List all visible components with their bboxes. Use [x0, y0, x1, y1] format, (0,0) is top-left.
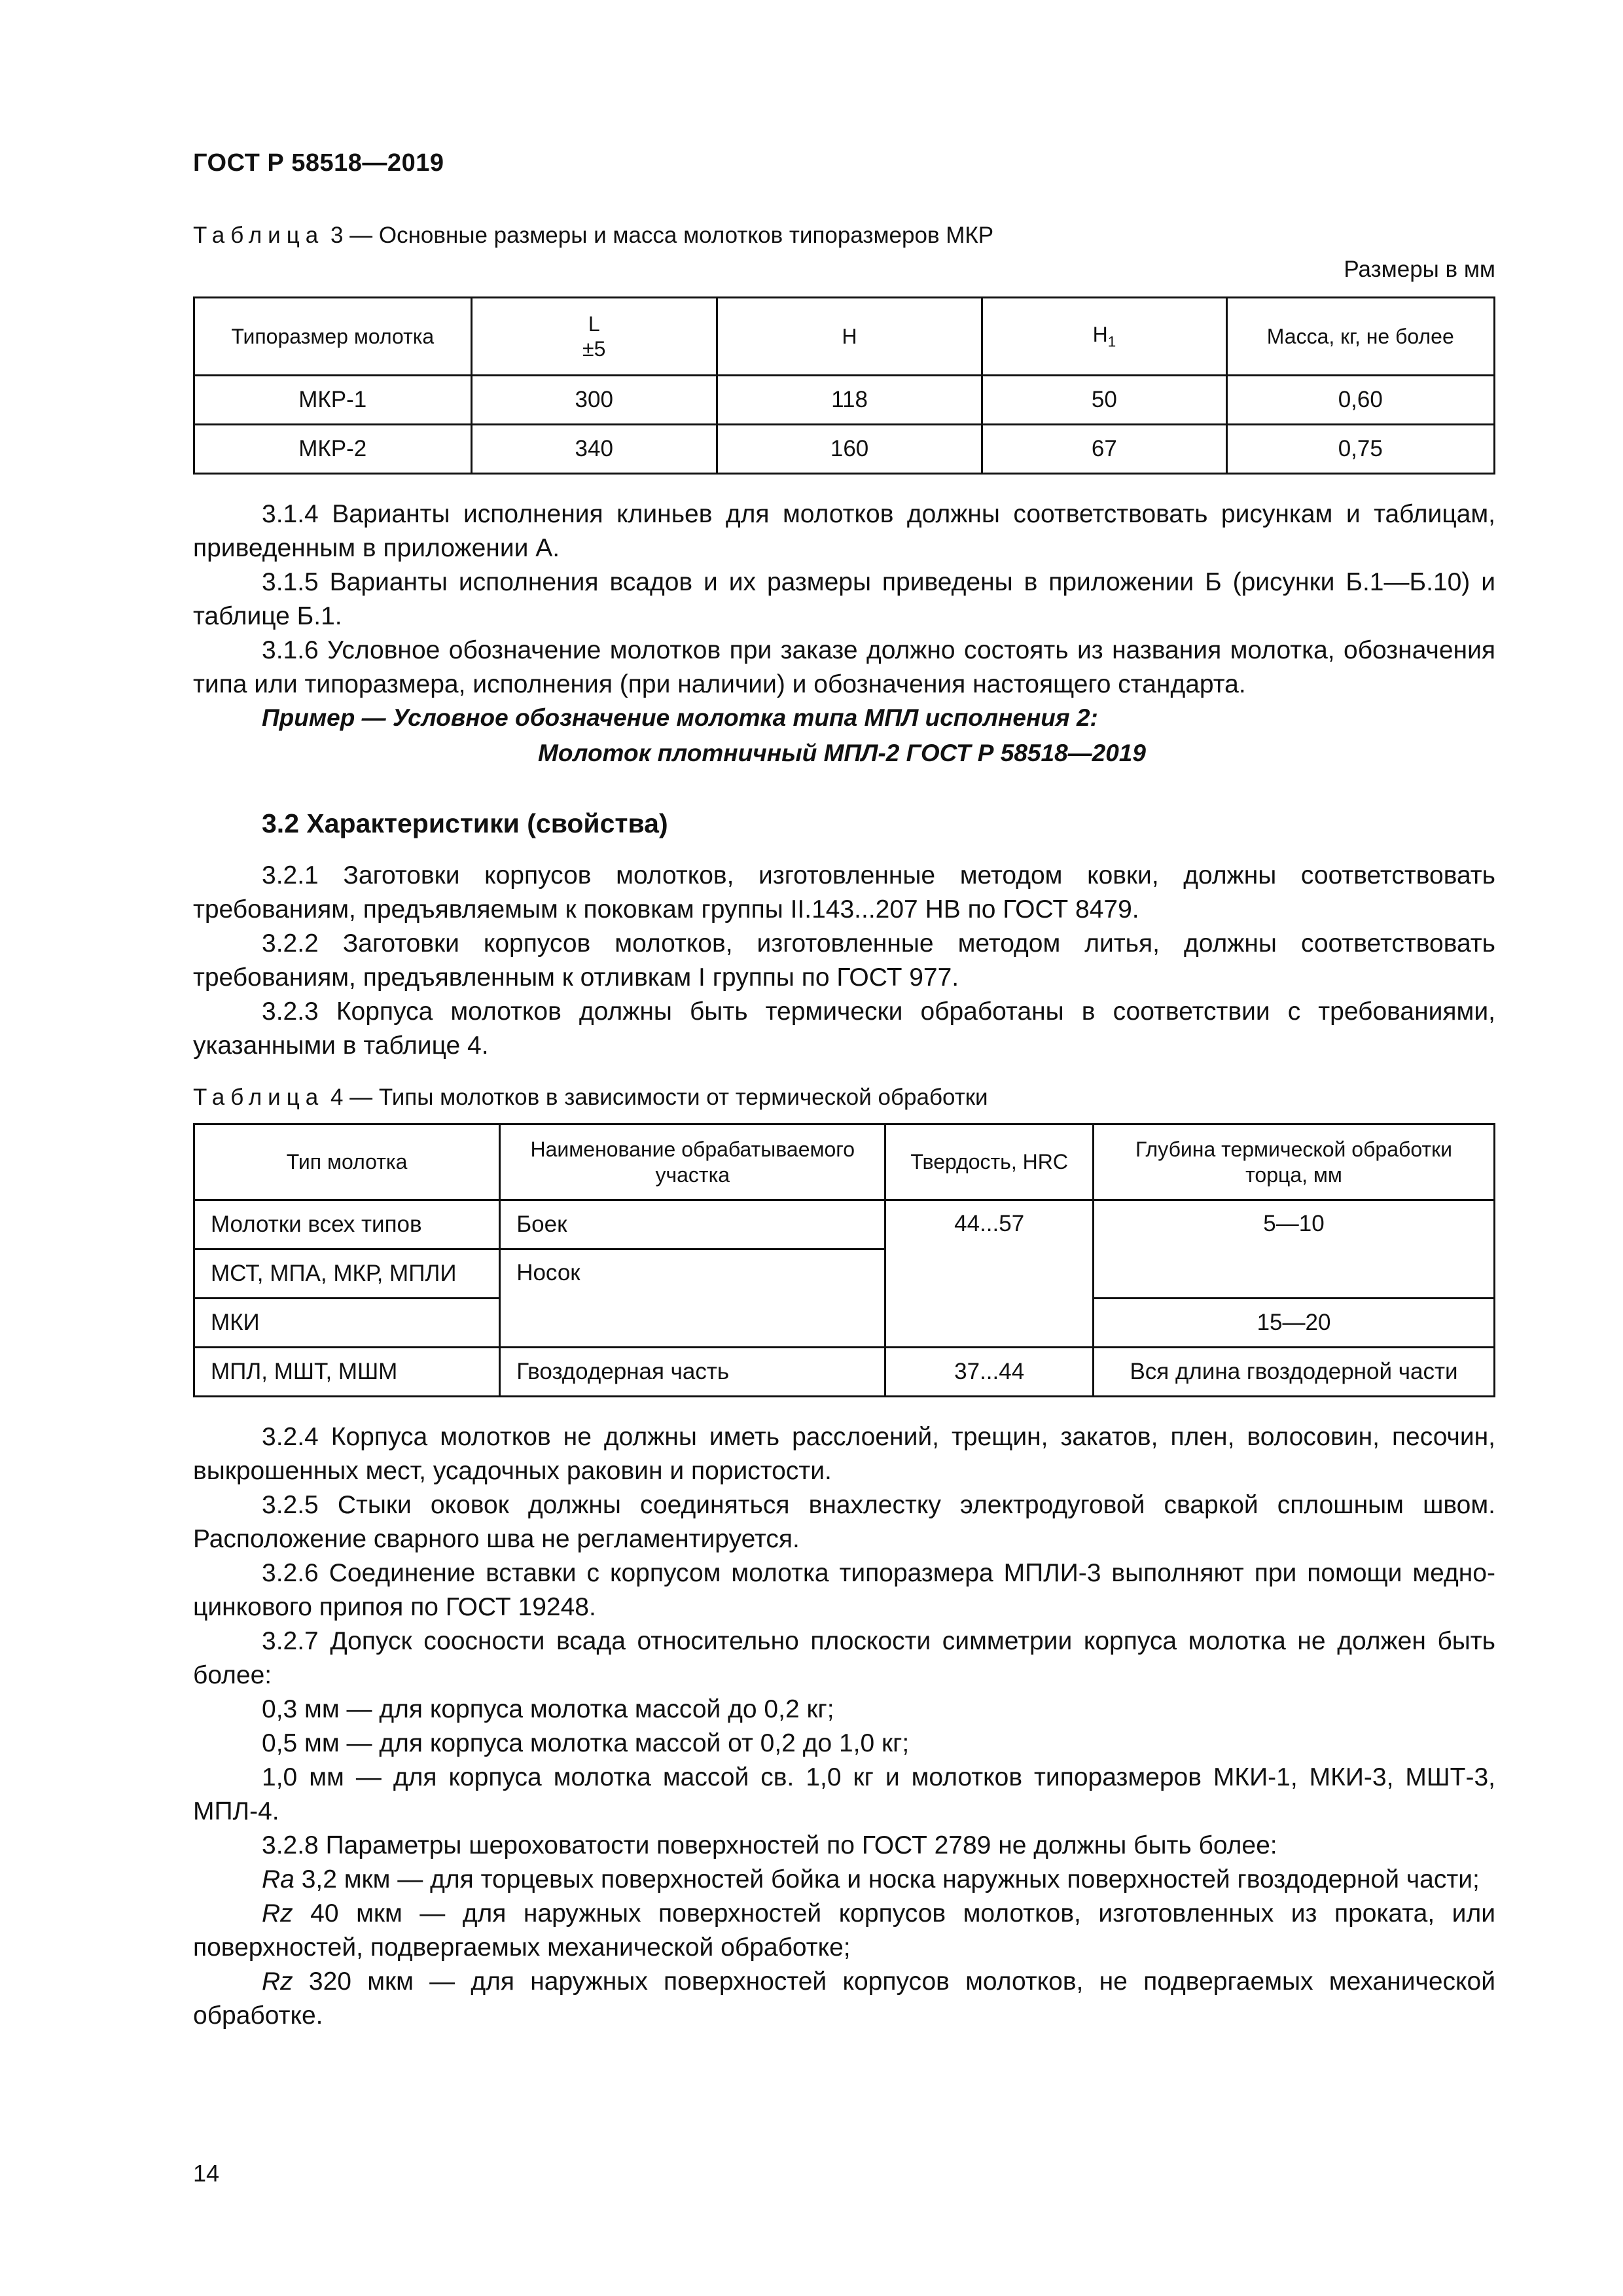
example-line-2: Молоток плотничный МПЛ-2 ГОСТ Р 58518—2019: [538, 740, 1146, 766]
table-cell: МПЛ, МШТ, МШМ: [194, 1348, 500, 1397]
tolerance-item-3: 1,0 мм — для корпуса молотка массой св. 1,0 кг и молотков типоразмеров МКИ-1, МКИ-3, МШТ-3, МПЛ-4.: [193, 1763, 1495, 1825]
table-cell: 160: [717, 425, 982, 474]
table-cell: 37...44: [885, 1348, 1094, 1397]
paragraph-3-2-1: 3.2.1 Заготовки корпусов молотков, изготовленные методом ковки, должны соответствовать требованиям, предъявляемым к поковкам группы II.143...207 НВ по ГОСТ 8479.: [193, 861, 1495, 924]
table4-caption-text: 4 — Типы молотков в зависимости от термической обработки: [324, 1085, 988, 1110]
table4-header-row: [194, 1124, 1495, 1200]
rz40-text: 40 мкм — для наружных поверхностей корпусов молотков, изготовленных из проката, или поверхностей, подвергаемых механической обработке;: [193, 1899, 1495, 1962]
table-cell: Носок: [500, 1249, 885, 1348]
table-cell: 0,75: [1226, 425, 1494, 474]
table-cell: 340: [471, 425, 717, 474]
table-cell: Гвоздодерная часть: [500, 1348, 885, 1397]
rz-symbol: Rz: [262, 1967, 293, 1996]
header-h1: H: [1092, 322, 1108, 346]
rz-symbol: Rz: [262, 1899, 293, 1928]
tolerance-item-2: 0,5 мм — для корпуса молотка массой от 0,2 до 1,0 кг;: [262, 1729, 910, 1757]
ra-text: 3,2 мкм — для торцевых поверхностей бойка и носка наружных поверхностей гвоздодерной части;: [294, 1865, 1480, 1893]
table4-caption: [193, 1085, 988, 1111]
table-cell: 67: [982, 425, 1226, 474]
page-number: 14: [193, 2160, 220, 2187]
table4-header-area: Наименование обрабатываемого участка: [500, 1124, 885, 1200]
table4-header-depth: Глубина термической обработки торца, мм: [1094, 1124, 1495, 1200]
paragraph-3-2-8: 3.2.8 Параметры шероховатости поверхностей по ГОСТ 2789 не должны быть более:: [262, 1831, 1277, 1859]
table3-header-size: Типоразмер молотка: [194, 298, 472, 376]
table-cell: 50: [982, 376, 1226, 425]
table4: [193, 1123, 1495, 1397]
paragraphs-3-2a: [193, 859, 1495, 1063]
table-cell: 44...57: [885, 1200, 1094, 1348]
table3-header-length: [471, 298, 717, 376]
table3-caption-prefix: Таблица: [193, 223, 325, 248]
table-cell: МКР-2: [194, 425, 472, 474]
roughness-rz-320: [193, 1965, 1495, 2033]
table3-caption: [193, 223, 993, 249]
ra-symbol: Ra: [262, 1865, 294, 1893]
table4-header-type: Тип молотка: [194, 1124, 500, 1200]
table-cell: МКР-1: [194, 376, 472, 425]
section-heading-3-2: 3.2 Характеристики (свойства): [262, 808, 668, 838]
table4-header-hardness: Твердость, HRC: [885, 1124, 1094, 1200]
header-l: L: [588, 312, 600, 336]
header-h1-sub: 1: [1107, 333, 1116, 350]
table-cell: Вся длина гвоздодерной части: [1094, 1348, 1495, 1397]
table3-header-height1: [982, 298, 1226, 376]
paragraphs-3-1: [193, 497, 1495, 702]
table3-header-mass: Масса, кг, не более: [1226, 298, 1494, 376]
table-cell: МКИ: [194, 1299, 500, 1348]
example-line-1: Пример — Условное обозначение молотка типа МПЛ исполнения 2:: [262, 704, 1098, 731]
table3: [193, 296, 1495, 475]
table3-units: Размеры в мм: [1344, 257, 1495, 282]
table-cell: 300: [471, 376, 717, 425]
table4-caption-prefix: Таблица: [193, 1085, 325, 1110]
table3-caption-text: 3 — Основные размеры и масса молотков типоразмеров МКР: [324, 223, 994, 248]
table3-header-row: [194, 298, 1495, 376]
table-cell: 0,60: [1226, 376, 1494, 425]
paragraph-3-2-3: 3.2.3 Корпуса молотков должны быть термически обработаны в соответствии с требованиями, указанными в таблице 4.: [193, 997, 1495, 1060]
table-row: [194, 376, 1495, 425]
table-cell: 118: [717, 376, 982, 425]
table-row: [194, 1200, 1495, 1249]
table-cell: Боек: [500, 1200, 885, 1249]
paragraph-3-2-4: 3.2.4 Корпуса молотков не должны иметь расслоений, трещин, закатов, плен, волосовин, песочин, выкрошенных мест, усадочных раковин и пористости.: [193, 1423, 1495, 1485]
roughness-rz-40: [193, 1897, 1495, 1965]
paragraph-3-2-2: 3.2.2 Заготовки корпусов молотков, изготовленные методом литья, должны соответствовать требованиям, предъявленным к отливкам I группы по ГОСТ 977.: [193, 929, 1495, 992]
paragraph-3-1-6: 3.1.6 Условное обозначение молотков при заказе должно состоять из названия молотка, обозначения типа или типоразмера, исполнения (при наличии) и обозначения настоящего стандарта.: [193, 636, 1495, 698]
paragraphs-3-2b: [193, 1420, 1495, 2033]
table-row: [194, 1348, 1495, 1397]
paragraph-3-2-5: 3.2.5 Стыки оковок должны соединяться внахлестку электродуговой сваркой сплошным швом. Расположение сварного шва не регламентируется.: [193, 1491, 1495, 1553]
document-header: ГОСТ Р 58518—2019: [193, 149, 444, 177]
paragraph-3-1-5: 3.1.5 Варианты исполнения всадов и их размеры приведены в приложении Б (рисунки Б.1—Б.10) и таблице Б.1.: [193, 568, 1495, 630]
table-row: [194, 425, 1495, 474]
tolerance-item-1: 0,3 мм — для корпуса молотка массой до 0,2 кг;: [262, 1695, 834, 1723]
table3-header-height: H: [717, 298, 982, 376]
table-cell: МСТ, МПА, МКР, МПЛИ: [194, 1249, 500, 1299]
rz320-text: 320 мкм — для наружных поверхностей корпусов молотков, не подвергаемых механической обработке.: [193, 1967, 1495, 2030]
paragraph-3-2-7: 3.2.7 Допуск соосности всада относительно плоскости симметрии корпуса молотка не должен быть более:: [193, 1627, 1495, 1689]
table-cell: 5—10: [1094, 1200, 1495, 1299]
roughness-ra: [193, 1863, 1495, 1897]
paragraph-3-1-4: 3.1.4 Варианты исполнения клиньев для молотков должны соответствовать рисункам и таблицам, приведенным в приложении А.: [193, 500, 1495, 562]
table-cell: Молотки всех типов: [194, 1200, 500, 1249]
paragraph-3-2-6: 3.2.6 Соединение вставки с корпусом молотка типоразмера МПЛИ-3 выполняют при помощи медно-цинкового припоя по ГОСТ 19248.: [193, 1559, 1495, 1621]
table-cell: 15—20: [1094, 1299, 1495, 1348]
header-l-tol: ±5: [582, 337, 606, 361]
